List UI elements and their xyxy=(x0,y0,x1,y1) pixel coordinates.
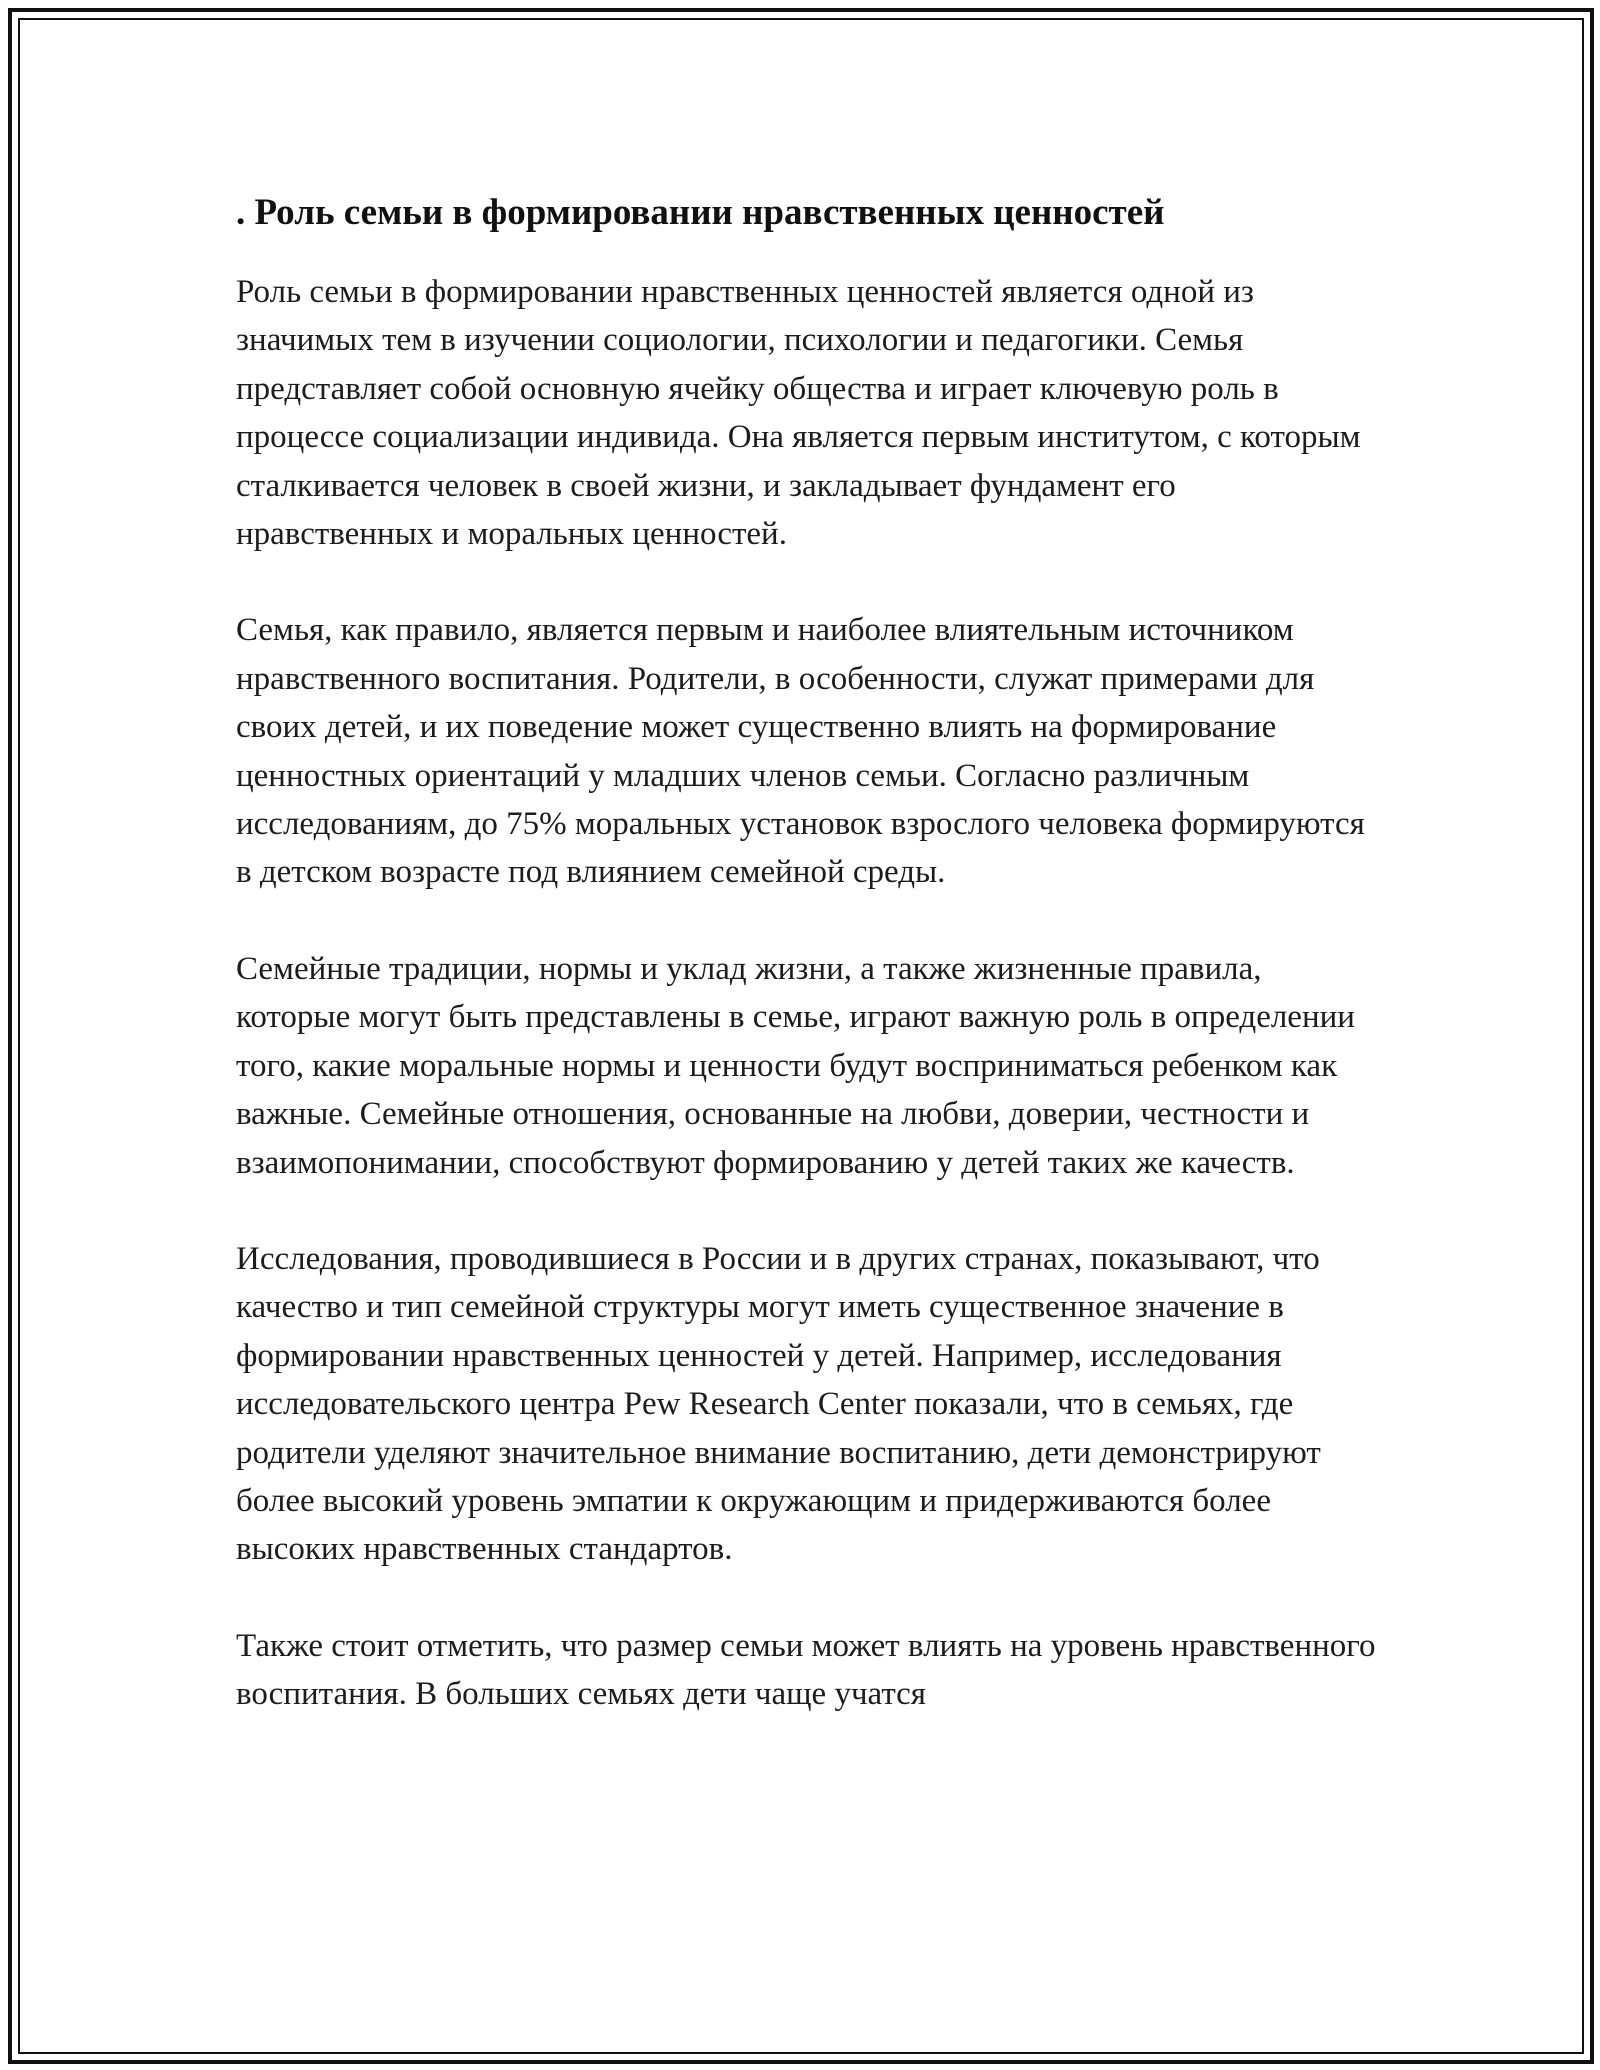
paragraph-moral-education-source: Семья, как правило, является первым и наиболее влиятельным источником нравственного воспитания. Родители, в особенности, служат примерами для своих детей, и их поведение может существенно влиять на формирование ценностных ориентаций у младших членов семьи. Согласно различным исследованиям, до 75% моральных установок взрослого человека формируются в детском возрасте под влиянием семейной среды. xyxy=(236,612,1365,891)
section-heading: . Роль семьи в формировании нравственных ценностей xyxy=(236,192,1165,233)
paragraph-research: Исследования, проводившиеся в России и в других странах, показывают, что качество и тип семейной структуры могут иметь существенное значение в формировании нравственных ценностей у детей. Например, исследования исследовательского центра Pew Research Center показали, что в семьях, где родители уделяют значительное внимание воспитанию, дети демонстрируют более высокий уровень эмпатии к окружающим и придерживаются более высоких нравственных стандартов. xyxy=(236,1240,1321,1568)
paragraph-family-size: Также стоит отметить, что размер семьи может влиять на уровень нравственного воспитания. В больших семьях дети чаще учатся xyxy=(236,1627,1376,1713)
document-body xyxy=(236,180,1376,1719)
paragraph-intro: Роль семьи в формировании нравственных ценностей является одной из значимых тем в изучении социологии, психологии и педагогики. Семья представляет собой основную ячейку общества и играет ключевую роль в процессе социализации индивида. Она является первым институтом, с которым сталкивается человек в своей жизни, и закладывает фундамент его нравственных и моральных ценностей. xyxy=(236,274,1361,553)
paragraph-family-traditions: Семейные традиции, нормы и уклад жизни, а также жизненные правила, которые могут быть представлены в семье, играют важную роль в определении того, какие моральные нормы и ценности будут восприниматься ребенком как важные. Семейные отношения, основанные на любви, доверии, честности и взаимопонимании, способствуют формированию у детей таких же качеств. xyxy=(236,950,1355,1181)
